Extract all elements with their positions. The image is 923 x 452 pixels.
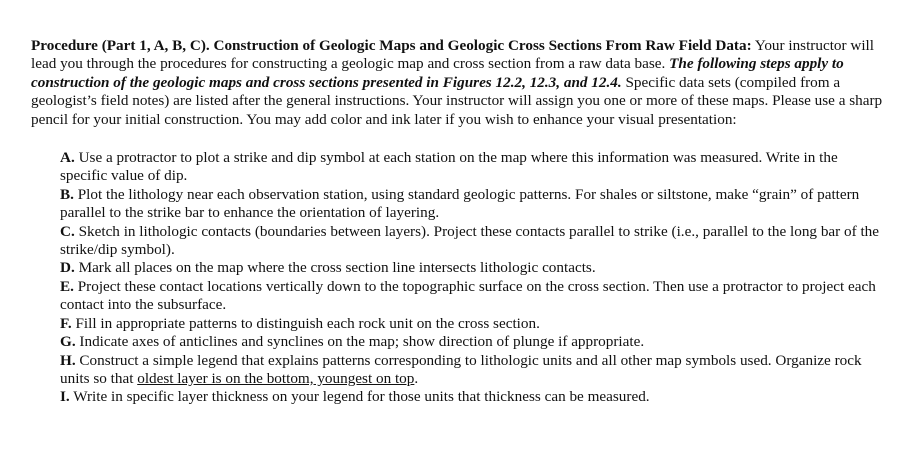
step-letter: C. — [60, 222, 75, 240]
step-text: Indicate axes of anticlines and synclines on the map; show direction of plunge if appropriate. — [75, 333, 645, 351]
step-letter: D. — [60, 259, 75, 277]
procedure-heading: Procedure (Part 1, A, B, C). Construction of Geologic Maps and Geologic Cross Sections From Raw Field Data: — [31, 37, 752, 54]
step-text: Write in specific layer thickness on your legend for those units that thickness can be measured. — [69, 388, 650, 406]
step-underlined-text: oldest layer is on the bottom, youngest on top — [137, 369, 415, 387]
step-letter: A. — [60, 149, 75, 167]
step-text: Project these contact locations vertically down to the topographic surface on the cross section. Then use a protractor to project each contact into the subsurface. — [60, 277, 876, 314]
procedure-steps-list — [60, 149, 883, 407]
step-letter: I. — [60, 388, 70, 406]
step-letter: E. — [60, 277, 74, 295]
step-text: Sketch in lithologic contacts (boundaries between layers). Project these contacts parallel to strike (i.e., parallel to the long bar of the strike/dip symbol). — [60, 222, 880, 259]
step-c — [60, 223, 883, 260]
step-letter: G. — [60, 333, 76, 351]
intro-emphasis: The following steps apply to construction of the geologic maps and cross sections presented in Figures 12.2, 12.3, and 12.4. — [31, 55, 844, 91]
step-e — [60, 278, 883, 315]
procedure-intro-paragraph — [31, 37, 883, 129]
step-letter: F. — [60, 314, 72, 332]
step-g — [60, 333, 883, 351]
step-b — [60, 186, 883, 223]
step-text: Fill in appropriate patterns to distinguish each rock unit on the cross section. — [71, 314, 540, 332]
step-text: Mark all places on the map where the cross section line intersects lithologic contacts. — [74, 259, 596, 277]
step-text-after: . — [414, 369, 419, 387]
step-f — [60, 315, 883, 333]
step-letter: B. — [60, 185, 74, 203]
step-text: Plot the lithology near each observation station, using standard geologic patterns. For shales or siltstone, make “grain” of pattern parallel to the strike bar to enhance the orientation of layering. — [60, 185, 860, 222]
intro-text-2: Specific data sets (compiled from a geologist’s field notes) are listed after the general instructions. Your instructor will assign you one or more of these maps. Please use a sharp pencil for your initial construction. You may add color and ink later if you wish to enhance your visual presentation: — [31, 73, 883, 128]
step-text: Use a protractor to plot a strike and dip symbol at each station on the map where this information was measured. Write in the specific value of dip. — [60, 149, 838, 185]
step-a — [60, 149, 883, 186]
intro-text-1: Your instructor will lead you through the procedures for constructing a geologic map and cross section from a raw data base. — [31, 37, 874, 73]
step-i — [60, 388, 883, 406]
step-d — [60, 259, 883, 277]
step-letter: H. — [60, 351, 76, 369]
step-h — [60, 352, 883, 389]
step-text: Construct a simple legend that explains patterns corresponding to lithologic units and all other map symbols used. Organize rock units so that — [60, 351, 862, 387]
